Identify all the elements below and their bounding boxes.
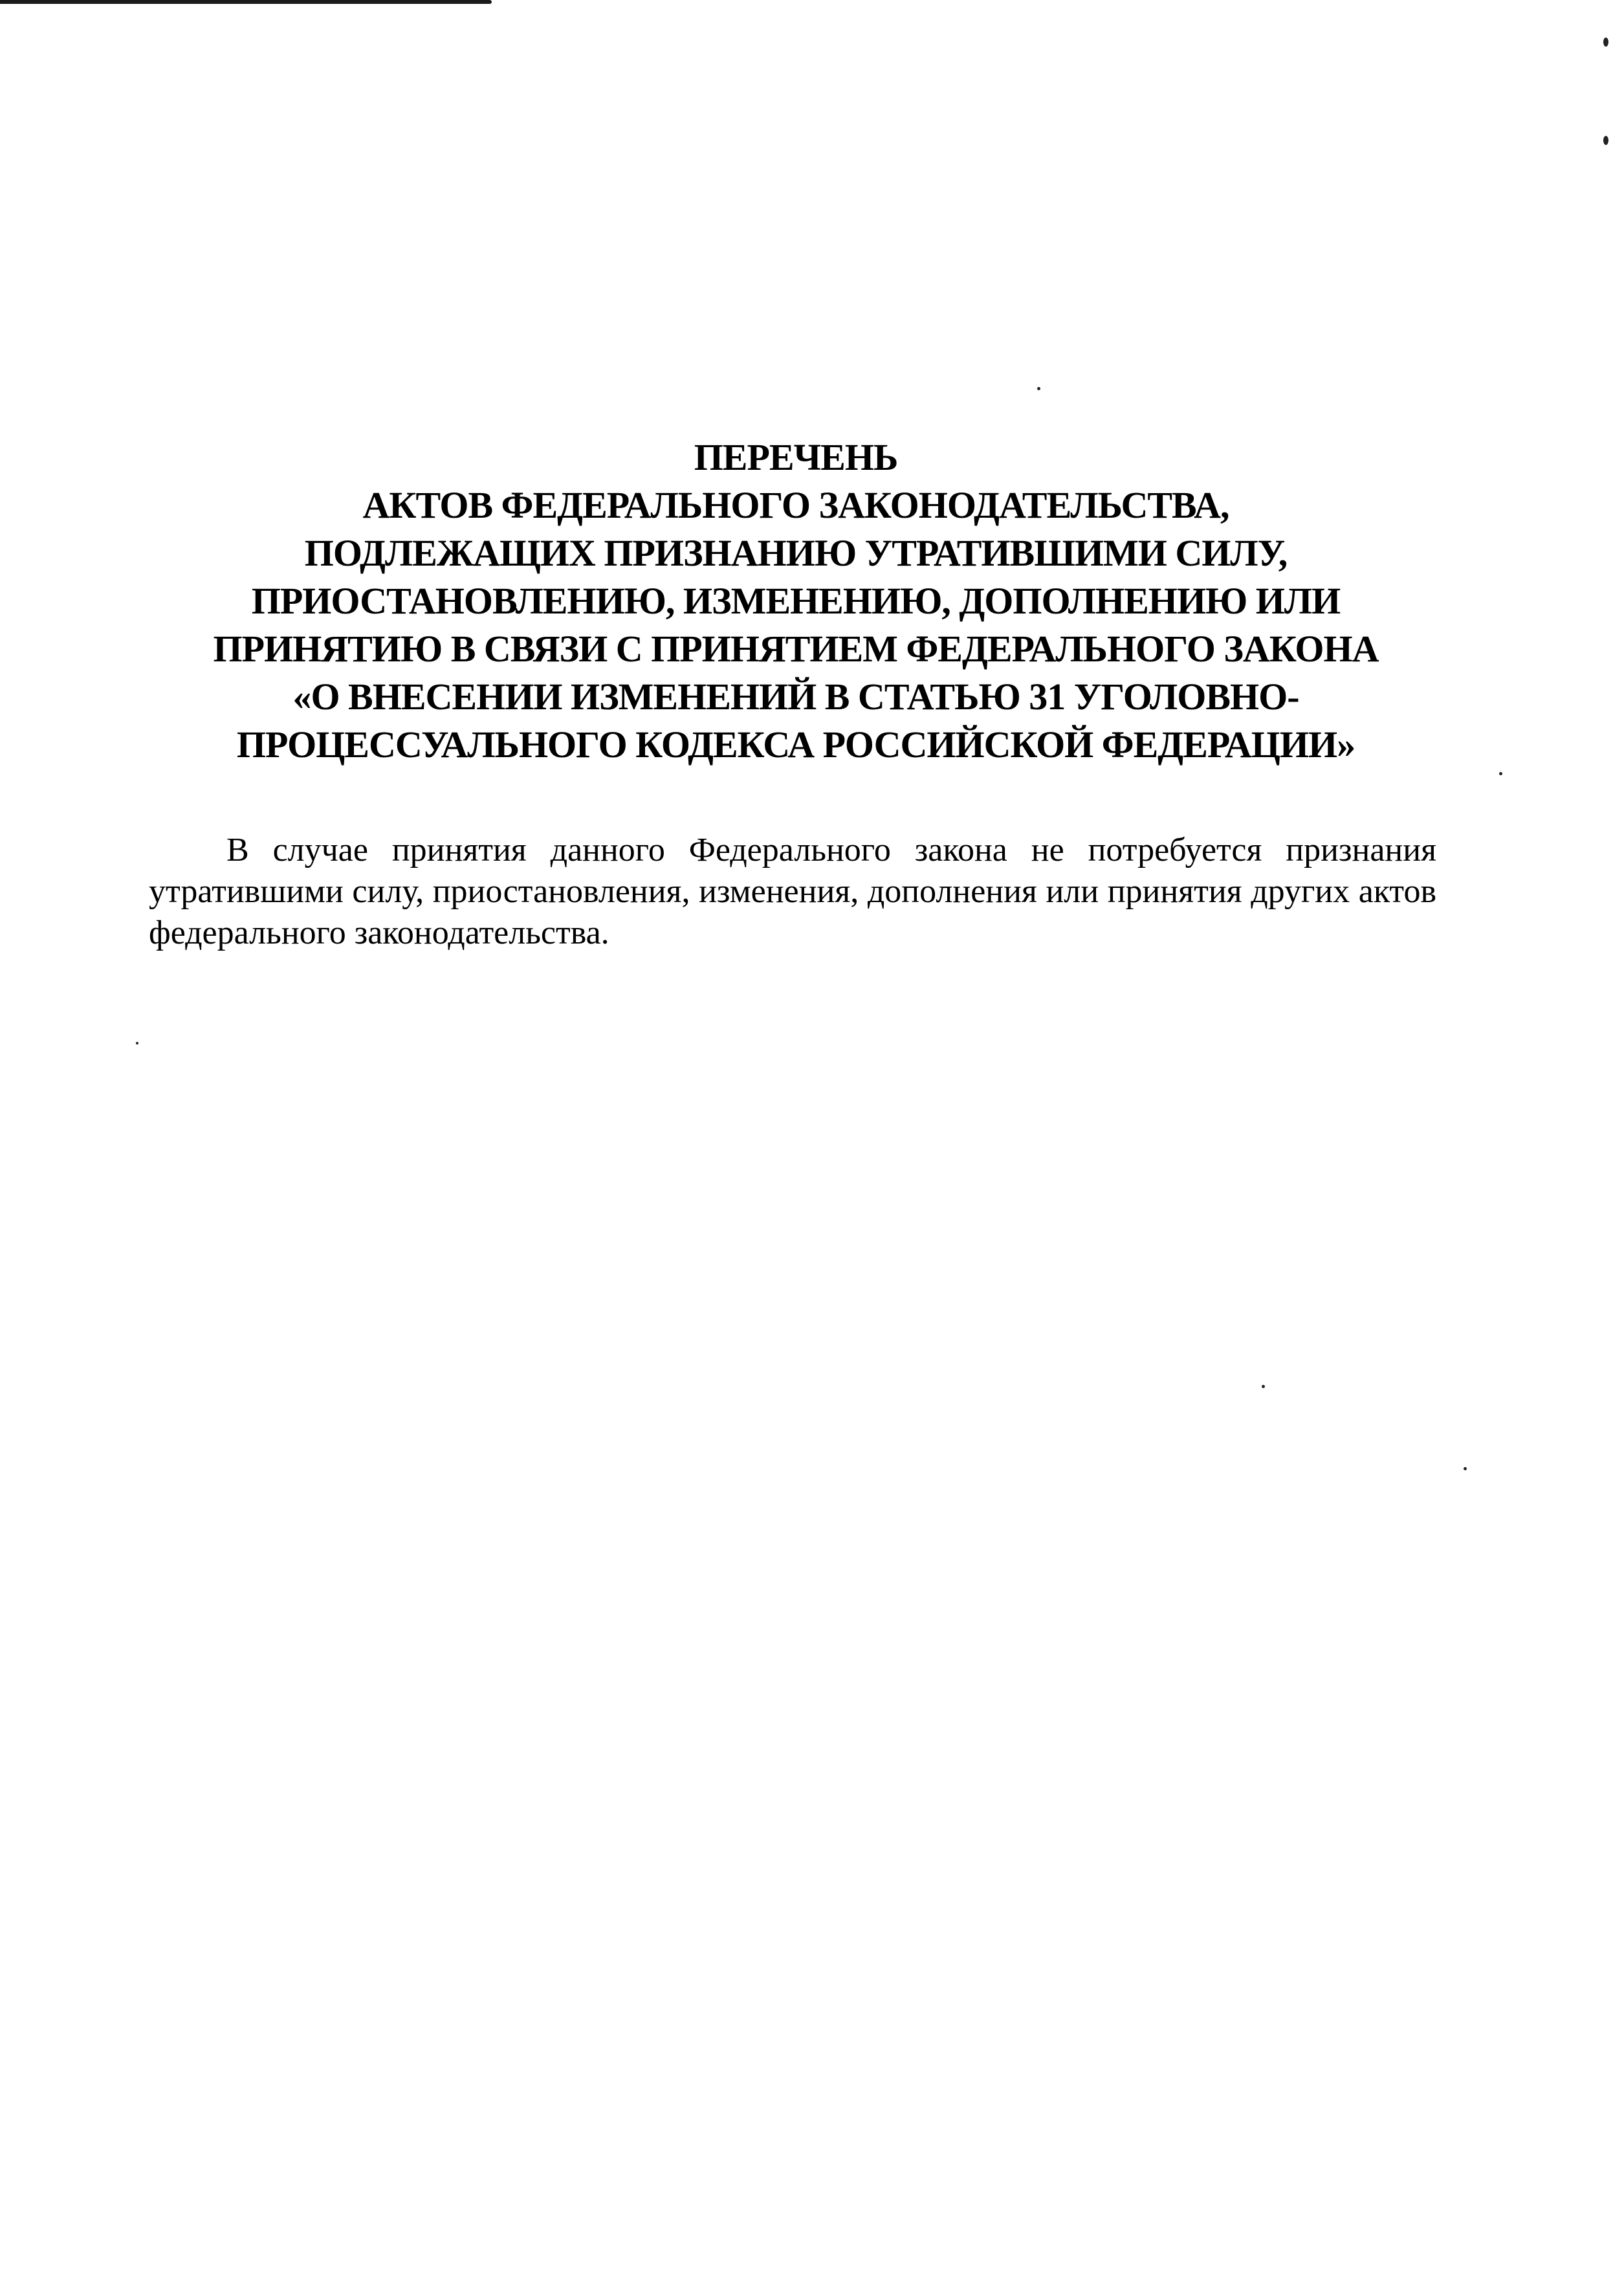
scan-speck bbox=[1037, 387, 1040, 390]
scan-speck bbox=[1464, 1467, 1467, 1470]
scan-edge-mark bbox=[0, 0, 492, 4]
heading-line: ПЕРЕЧЕНЬ bbox=[694, 436, 898, 478]
heading-line: ПРИНЯТИЮ В СВЯЗИ С ПРИНЯТИЕМ ФЕДЕРАЛЬНОГО ЗАКОНА bbox=[213, 628, 1379, 670]
heading-line: ПОДЛЕЖАЩИХ ПРИЗНАНИЮ УТРАТИВШИМИ СИЛУ, bbox=[304, 532, 1288, 574]
scan-speck bbox=[136, 1042, 138, 1044]
scan-speck bbox=[1603, 136, 1608, 145]
heading-line: «О ВНЕСЕНИИ ИЗМЕНЕНИЙ В СТАТЬЮ 31 УГОЛОВНО- bbox=[292, 676, 1299, 718]
scan-speck bbox=[1499, 772, 1502, 775]
scan-speck bbox=[1603, 38, 1608, 47]
heading-line: ПРОЦЕССУАЛЬНОГО КОДЕКСА РОССИЙСКОЙ ФЕДЕРАЦИИ» bbox=[236, 724, 1355, 766]
body-paragraph: В случае принятия данного Федерального закона не потребуется признания утратившими силу, приостановления, изменения, дополнения или принятия других актов федерального законодательства. bbox=[149, 832, 1436, 951]
scan-speck bbox=[1262, 1385, 1265, 1388]
document-heading bbox=[149, 434, 1443, 769]
heading-line: ПРИОСТАНОВЛЕНИЮ, ИЗМЕНЕНИЮ, ДОПОЛНЕНИЮ ИЛИ bbox=[251, 580, 1341, 622]
heading-line: АКТОВ ФЕДЕРАЛЬНОГО ЗАКОНОДАТЕЛЬСТВА, bbox=[362, 484, 1229, 526]
